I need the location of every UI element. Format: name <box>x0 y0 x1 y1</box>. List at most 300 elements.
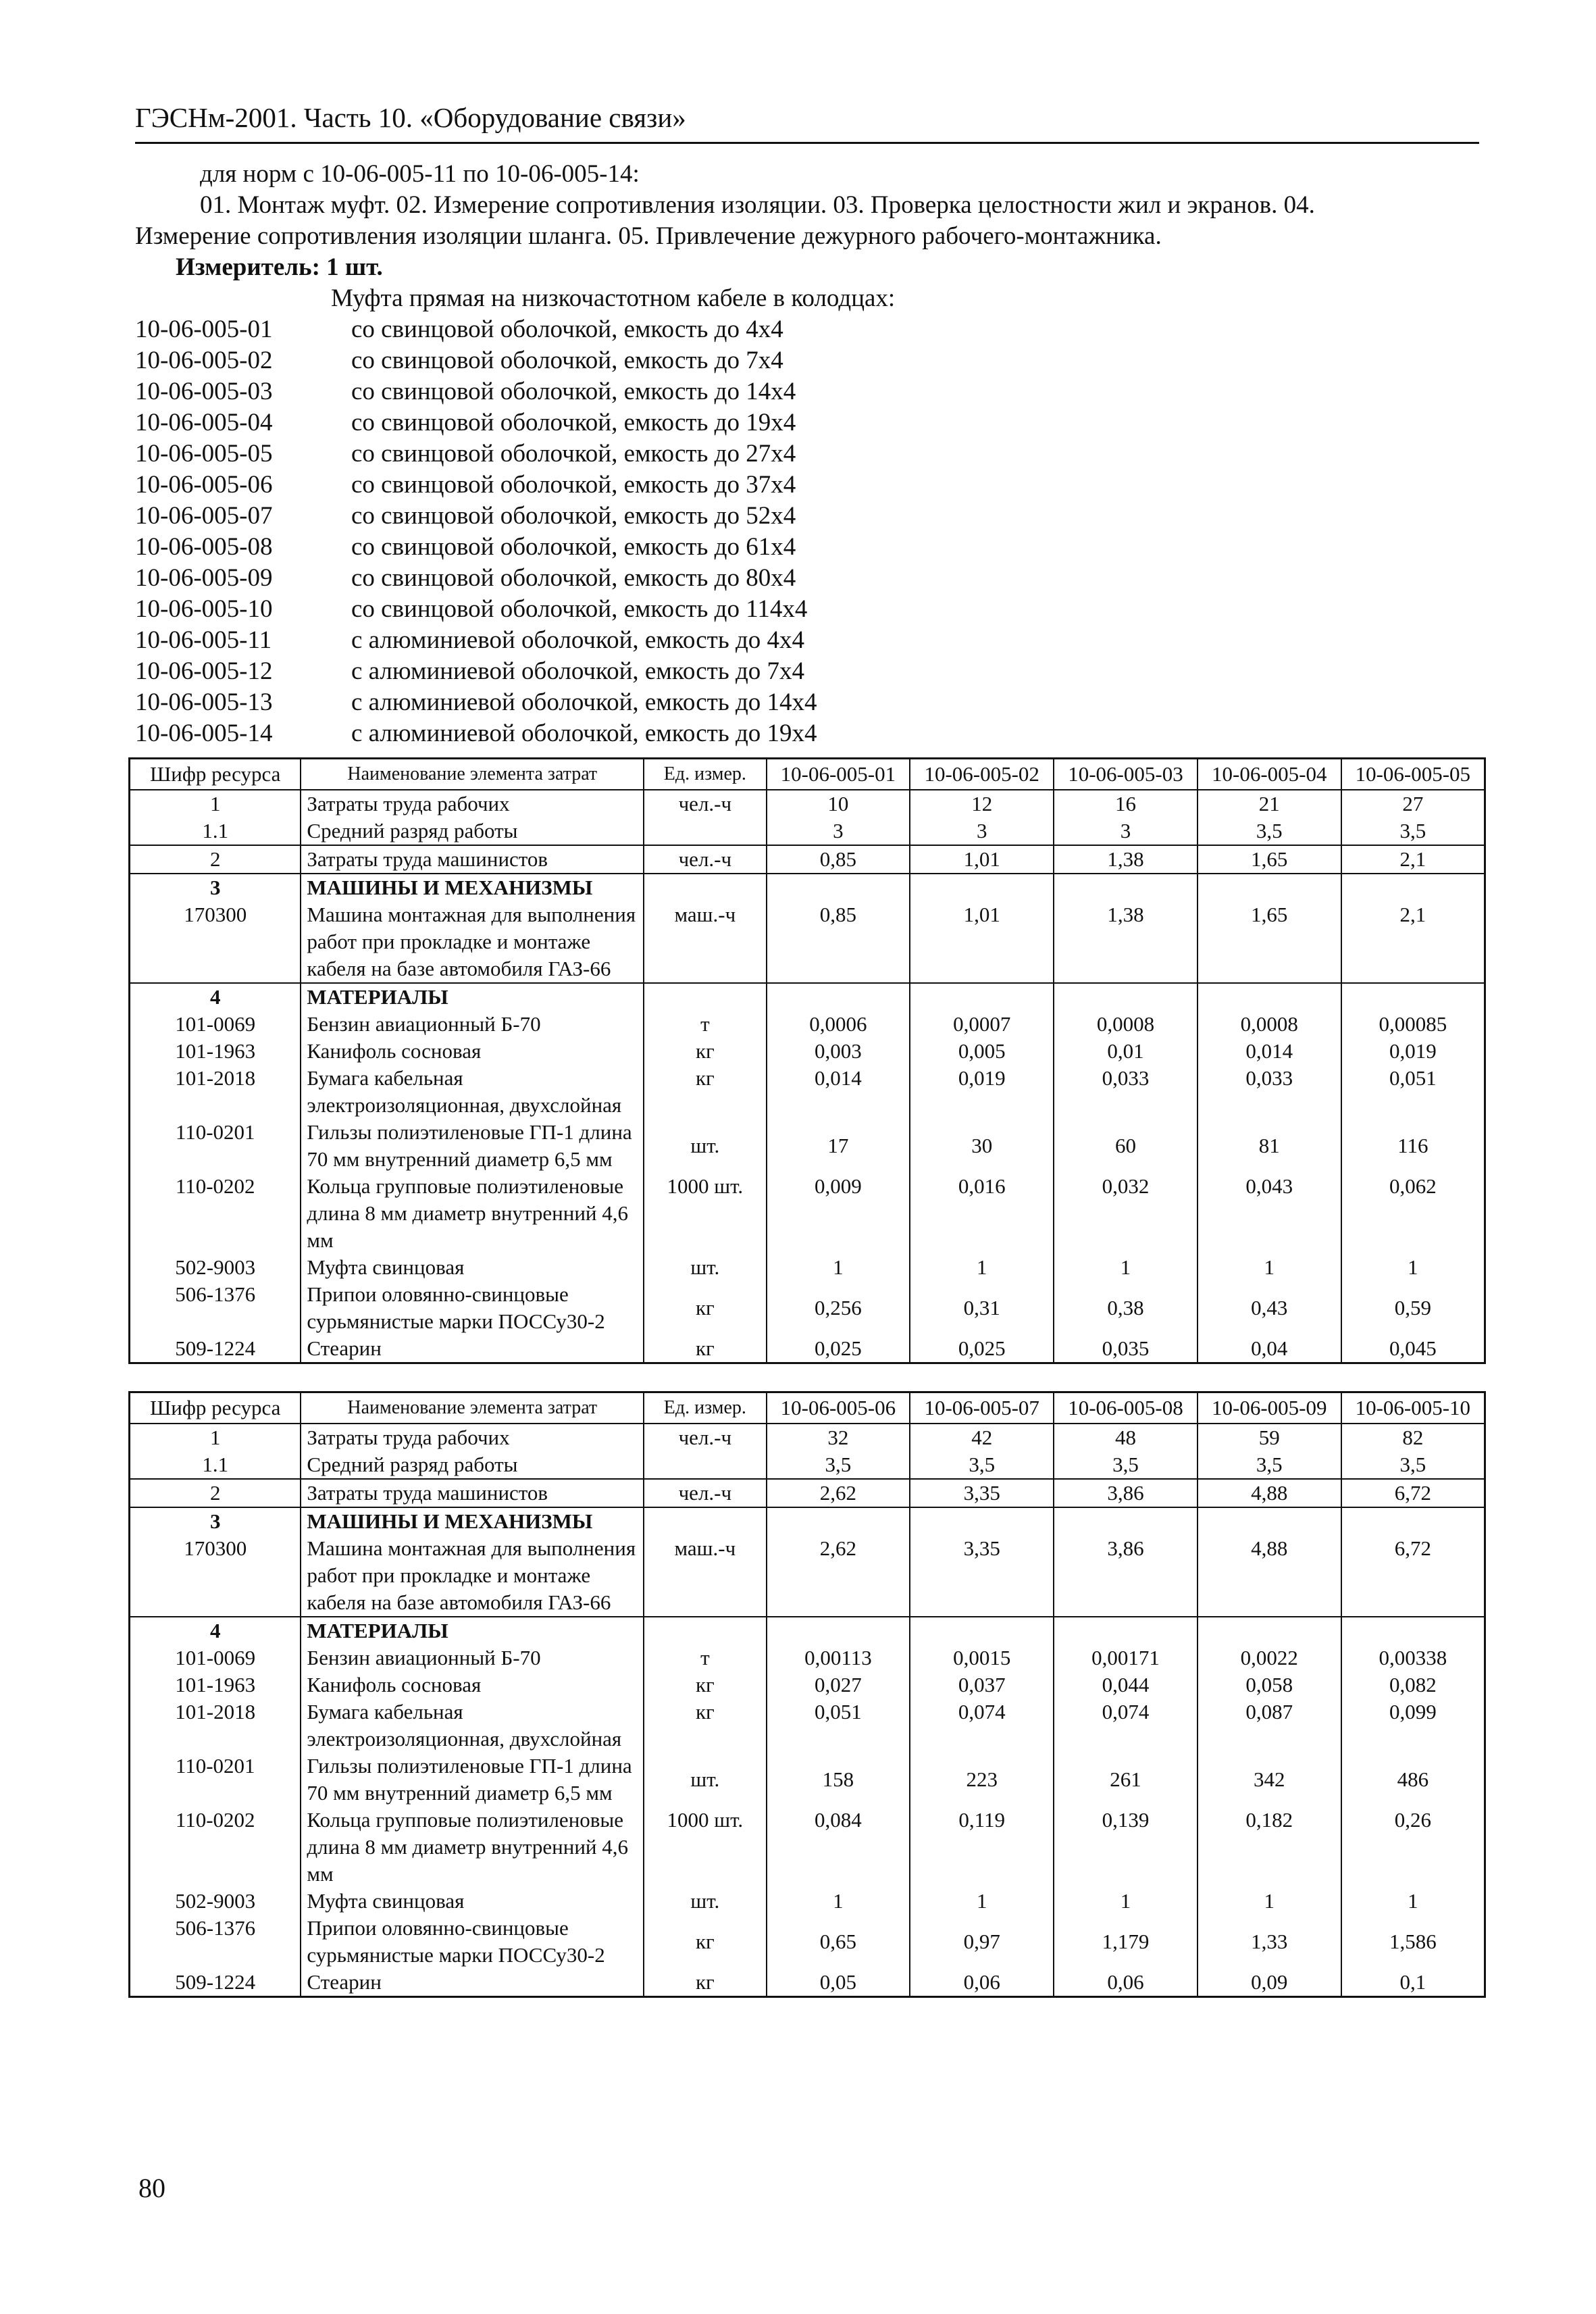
value-cell: 0,003 <box>767 1038 910 1065</box>
resource-code: 1.1 <box>130 818 301 845</box>
value-cell <box>1198 1617 1341 1644</box>
resource-code: 101-2018 <box>130 1065 301 1119</box>
value-cell: 158 <box>767 1753 910 1807</box>
value-cell: 116 <box>1341 1119 1485 1173</box>
value-cell <box>1054 1617 1198 1644</box>
table-row <box>130 1119 1485 1173</box>
value-cell: 6,72 <box>1341 1479 1485 1507</box>
element-name: Кольца групповые полиэтиленовые длина 8 мм диаметр внутренний 4,6 мм <box>301 1807 644 1888</box>
unit: кг <box>644 1335 766 1363</box>
norm-code-row <box>135 687 1479 718</box>
value-cell: 0,09 <box>1198 1969 1341 1997</box>
value-cell: 3,5 <box>910 1451 1054 1479</box>
element-name: Машина монтажная для выполнения работ при прокладке и монтаже кабеля на базе автомобиля ГАЗ-66 <box>301 1535 644 1617</box>
resource-code: 1.1 <box>130 1451 301 1479</box>
unit: шт. <box>644 1888 766 1915</box>
norm-code-row <box>135 345 1479 376</box>
value-cell: 1,38 <box>1054 901 1198 983</box>
resource-code: 3 <box>130 874 301 901</box>
norm-code-row <box>135 656 1479 687</box>
resource-code: 4 <box>130 983 301 1011</box>
value-cell: 0,0006 <box>767 1011 910 1038</box>
value-cell: 3,5 <box>1198 1451 1341 1479</box>
unit: 1000 шт. <box>644 1807 766 1888</box>
element-name: Канифоль сосновая <box>301 1038 644 1065</box>
norm-code: 10-06-005-09 <box>135 564 273 592</box>
table-row <box>130 874 1485 901</box>
value-cell: 0,025 <box>910 1335 1054 1363</box>
element-name: Стеарин <box>301 1335 644 1363</box>
unit <box>644 1451 766 1479</box>
element-name: Затраты труда рабочих <box>301 790 644 818</box>
norm-description: с алюминиевой оболочкой, емкость до 14х4 <box>351 688 817 716</box>
value-cell: 10 <box>767 790 910 818</box>
resource-code: 101-0069 <box>130 1644 301 1671</box>
unit <box>644 1507 766 1535</box>
page-number: 80 <box>138 2173 165 2203</box>
norm-description: со свинцовой оболочкой, емкость до 19х4 <box>351 409 796 436</box>
value-cell: 3,5 <box>1341 1451 1485 1479</box>
resource-code: 110-0202 <box>130 1807 301 1888</box>
norm-code-row <box>135 470 1479 501</box>
value-cell: 0,019 <box>1341 1038 1485 1065</box>
value-cell <box>767 983 910 1011</box>
norm-code-row <box>135 563 1479 594</box>
value-cell <box>767 1617 910 1644</box>
value-cell: 0,00338 <box>1341 1644 1485 1671</box>
unit: кг <box>644 1065 766 1119</box>
element-name: Муфта свинцовая <box>301 1888 644 1915</box>
header-resource-code: Шифр ресурса <box>130 1392 301 1424</box>
value-cell <box>767 874 910 901</box>
value-cell: 1 <box>1054 1888 1198 1915</box>
resource-code: 101-2018 <box>130 1699 301 1753</box>
resource-code: 509-1224 <box>130 1969 301 1997</box>
norm-code-row <box>135 532 1479 563</box>
norm-code: 10-06-005-14 <box>135 720 273 747</box>
header-element-name: Наименование элемента затрат <box>301 1392 644 1424</box>
value-cell: 1,586 <box>1341 1915 1485 1969</box>
value-cell: 27 <box>1341 790 1485 818</box>
header-norm-code: 10-06-005-09 <box>1198 1392 1341 1424</box>
value-cell: 0,31 <box>910 1281 1054 1335</box>
unit: маш.-ч <box>644 901 766 983</box>
value-cell: 0,051 <box>1341 1065 1485 1119</box>
value-cell: 32 <box>767 1424 910 1451</box>
header-norm-code: 10-06-005-10 <box>1341 1392 1485 1424</box>
element-name: Бумага кабельная электроизоляционная, двухслойная <box>301 1699 644 1753</box>
norm-code: 10-06-005-01 <box>135 316 273 343</box>
unit: т <box>644 1011 766 1038</box>
norm-description: со свинцовой оболочкой, емкость до 4х4 <box>351 316 783 343</box>
element-name: Бензин авиационный Б-70 <box>301 1011 644 1038</box>
norm-description: с алюминиевой оболочкой, емкость до 7х4 <box>351 657 805 685</box>
unit: шт. <box>644 1753 766 1807</box>
resource-code: 101-1963 <box>130 1038 301 1065</box>
value-cell: 0,087 <box>1198 1699 1341 1753</box>
value-cell <box>1054 983 1198 1011</box>
resource-code: 506-1376 <box>130 1915 301 1969</box>
header-unit: Ед. измер. <box>644 1392 766 1424</box>
norm-description: со свинцовой оболочкой, емкость до 61х4 <box>351 533 796 561</box>
resource-code: 1 <box>130 1424 301 1451</box>
value-cell: 0,009 <box>767 1173 910 1254</box>
element-name: Кольца групповые полиэтиленовые длина 8 мм диаметр внутренний 4,6 мм <box>301 1173 644 1254</box>
value-cell: 0,082 <box>1341 1671 1485 1699</box>
element-name: Средний разряд работы <box>301 1451 644 1479</box>
value-cell: 0,26 <box>1341 1807 1485 1888</box>
norm-description: со свинцовой оболочкой, емкость до 114х4 <box>351 595 808 623</box>
header-resource-code: Шифр ресурса <box>130 759 301 790</box>
table-row <box>130 1535 1485 1617</box>
value-cell: 0,074 <box>1054 1699 1198 1753</box>
header-norm-code: 10-06-005-01 <box>767 759 910 790</box>
value-cell: 2,1 <box>1341 845 1485 874</box>
value-cell: 0,016 <box>910 1173 1054 1254</box>
header-norm-code: 10-06-005-06 <box>767 1392 910 1424</box>
element-name: МАТЕРИАЛЫ <box>301 983 644 1011</box>
value-cell: 30 <box>910 1119 1054 1173</box>
unit: чел.-ч <box>644 790 766 818</box>
table-row <box>130 1699 1485 1753</box>
table-row <box>130 1173 1485 1254</box>
resource-code: 502-9003 <box>130 1254 301 1281</box>
norm-code-row <box>135 407 1479 438</box>
value-cell: 486 <box>1341 1753 1485 1807</box>
norm-code: 10-06-005-05 <box>135 440 273 468</box>
table-row <box>130 1479 1485 1507</box>
value-cell: 0,058 <box>1198 1671 1341 1699</box>
norm-description: с алюминиевой оболочкой, емкость до 4х4 <box>351 626 805 654</box>
value-cell: 1 <box>910 1888 1054 1915</box>
unit <box>644 1617 766 1644</box>
value-cell: 0,074 <box>910 1699 1054 1753</box>
value-cell: 16 <box>1054 790 1198 818</box>
norm-code-row <box>135 501 1479 532</box>
unit: шт. <box>644 1254 766 1281</box>
value-cell <box>1198 874 1341 901</box>
unit <box>644 983 766 1011</box>
norm-code: 10-06-005-03 <box>135 378 273 405</box>
table-row <box>130 1424 1485 1451</box>
value-cell: 0,014 <box>767 1065 910 1119</box>
resource-code: 506-1376 <box>130 1281 301 1335</box>
value-cell: 60 <box>1054 1119 1198 1173</box>
resource-code: 110-0201 <box>130 1119 301 1173</box>
table-row <box>130 1644 1485 1671</box>
value-cell: 1 <box>767 1888 910 1915</box>
value-cell: 0,00113 <box>767 1644 910 1671</box>
resource-code: 2 <box>130 845 301 874</box>
value-cell: 342 <box>1198 1753 1341 1807</box>
table-row <box>130 1038 1485 1065</box>
resource-code: 170300 <box>130 1535 301 1617</box>
value-cell: 0,59 <box>1341 1281 1485 1335</box>
resource-code: 110-0202 <box>130 1173 301 1254</box>
element-name: Затраты труда машинистов <box>301 845 644 874</box>
resource-code: 3 <box>130 1507 301 1535</box>
value-cell: 1,38 <box>1054 845 1198 874</box>
resource-code: 1 <box>130 790 301 818</box>
resource-code: 4 <box>130 1617 301 1644</box>
table-row <box>130 1507 1485 1535</box>
table-row <box>130 790 1485 818</box>
header-norm-code: 10-06-005-03 <box>1054 759 1198 790</box>
value-cell: 0,027 <box>767 1671 910 1699</box>
value-cell: 0,0007 <box>910 1011 1054 1038</box>
table-row <box>130 1451 1485 1479</box>
value-cell: 0,06 <box>1054 1969 1198 1997</box>
tables-container <box>135 749 1479 1998</box>
value-cell: 3,5 <box>1341 818 1485 845</box>
norm-description: со свинцовой оболочкой, емкость до 7х4 <box>351 347 783 374</box>
value-cell: 0,65 <box>767 1915 910 1969</box>
norm-code-row <box>135 314 1479 345</box>
norm-code: 10-06-005-13 <box>135 688 273 716</box>
value-cell: 0,119 <box>910 1807 1054 1888</box>
value-cell: 82 <box>1341 1424 1485 1451</box>
value-cell: 2,62 <box>767 1479 910 1507</box>
norm-code: 10-06-005-11 <box>135 626 272 654</box>
value-cell: 223 <box>910 1753 1054 1807</box>
value-cell <box>910 983 1054 1011</box>
value-cell <box>1341 874 1485 901</box>
unit: шт. <box>644 1119 766 1173</box>
measure-unit: Измеритель: 1 шт. <box>176 253 383 281</box>
intro-line-3: Измерение сопротивления изоляции шланга. 05. Привлечение дежурного рабочего-монтажника. <box>135 222 1162 250</box>
value-cell: 1,179 <box>1054 1915 1198 1969</box>
table-row <box>130 1888 1485 1915</box>
value-cell <box>910 874 1054 901</box>
value-cell: 0,85 <box>767 845 910 874</box>
value-cell: 1 <box>1054 1254 1198 1281</box>
intro-line-1: для норм с 10-06-005-11 по 10-06-005-14: <box>200 160 640 188</box>
value-cell: 0,099 <box>1341 1699 1485 1753</box>
value-cell: 0,00085 <box>1341 1011 1485 1038</box>
resource-table <box>128 757 1486 1364</box>
element-name: Бензин авиационный Б-70 <box>301 1644 644 1671</box>
value-cell: 261 <box>1054 1753 1198 1807</box>
value-cell: 0,182 <box>1198 1807 1341 1888</box>
value-cell: 1 <box>1341 1254 1485 1281</box>
value-cell: 0,033 <box>1054 1065 1198 1119</box>
element-name: МАШИНЫ И МЕХАНИЗМЫ <box>301 874 644 901</box>
resource-code: 502-9003 <box>130 1888 301 1915</box>
value-cell: 0,0008 <box>1198 1011 1341 1038</box>
value-cell: 0,033 <box>1198 1065 1341 1119</box>
value-cell: 0,04 <box>1198 1335 1341 1363</box>
value-cell: 0,019 <box>910 1065 1054 1119</box>
resource-code: 509-1224 <box>130 1335 301 1363</box>
norm-code-row <box>135 376 1479 407</box>
header-norm-code: 10-06-005-04 <box>1198 759 1341 790</box>
element-name: Канифоль сосновая <box>301 1671 644 1699</box>
element-name: Муфта свинцовая <box>301 1254 644 1281</box>
value-cell: 21 <box>1198 790 1341 818</box>
norm-code-row <box>135 438 1479 470</box>
value-cell: 0,084 <box>767 1807 910 1888</box>
value-cell: 3,5 <box>1054 1451 1198 1479</box>
norm-description: со свинцовой оболочкой, емкость до 14х4 <box>351 378 796 405</box>
unit: чел.-ч <box>644 845 766 874</box>
unit <box>644 874 766 901</box>
value-cell: 1,01 <box>910 901 1054 983</box>
table-row <box>130 901 1485 983</box>
value-cell <box>1054 1507 1198 1535</box>
value-cell: 59 <box>1198 1424 1341 1451</box>
value-cell: 3,35 <box>910 1479 1054 1507</box>
header-unit: Ед. измер. <box>644 759 766 790</box>
element-name: МАШИНЫ И МЕХАНИЗМЫ <box>301 1507 644 1535</box>
document-page <box>135 101 1479 1998</box>
value-cell <box>767 1507 910 1535</box>
value-cell: 1,65 <box>1198 845 1341 874</box>
element-name: Затраты труда рабочих <box>301 1424 644 1451</box>
norm-code-row <box>135 594 1479 625</box>
unit: кг <box>644 1969 766 1997</box>
table-row <box>130 1807 1485 1888</box>
table-row <box>130 1753 1485 1807</box>
value-cell: 0,035 <box>1054 1335 1198 1363</box>
value-cell: 3 <box>910 818 1054 845</box>
value-cell: 0,38 <box>1054 1281 1198 1335</box>
value-cell: 0,256 <box>767 1281 910 1335</box>
value-cell: 2,62 <box>767 1535 910 1617</box>
value-cell: 81 <box>1198 1119 1341 1173</box>
table-row <box>130 1065 1485 1119</box>
value-cell: 3,5 <box>1198 818 1341 845</box>
value-cell: 0,0008 <box>1054 1011 1198 1038</box>
norm-code: 10-06-005-06 <box>135 471 273 499</box>
table-row <box>130 1335 1485 1363</box>
value-cell: 3,86 <box>1054 1535 1198 1617</box>
value-cell: 42 <box>910 1424 1054 1451</box>
value-cell: 3,86 <box>1054 1479 1198 1507</box>
unit: кг <box>644 1699 766 1753</box>
value-cell: 0,01 <box>1054 1038 1198 1065</box>
norm-code-row <box>135 718 1479 749</box>
norm-code: 10-06-005-12 <box>135 657 273 685</box>
value-cell: 1,01 <box>910 845 1054 874</box>
value-cell: 3,35 <box>910 1535 1054 1617</box>
unit: кг <box>644 1038 766 1065</box>
norm-code: 10-06-005-07 <box>135 502 273 530</box>
value-cell: 0,005 <box>910 1038 1054 1065</box>
unit <box>644 818 766 845</box>
value-cell: 3 <box>1054 818 1198 845</box>
norm-code: 10-06-005-10 <box>135 595 273 623</box>
value-cell: 0,139 <box>1054 1807 1198 1888</box>
norm-code-list <box>135 314 1479 749</box>
value-cell: 0,025 <box>767 1335 910 1363</box>
table-row <box>130 1617 1485 1644</box>
unit: маш.-ч <box>644 1535 766 1617</box>
table-row <box>130 1281 1485 1335</box>
value-cell: 6,72 <box>1341 1535 1485 1617</box>
table-row <box>130 1915 1485 1969</box>
table-row <box>130 845 1485 874</box>
norm-description: со свинцовой оболочкой, емкость до 37х4 <box>351 471 796 499</box>
value-cell: 0,43 <box>1198 1281 1341 1335</box>
value-cell: 12 <box>910 790 1054 818</box>
table-row <box>130 818 1485 845</box>
value-cell <box>910 1617 1054 1644</box>
value-cell <box>910 1507 1054 1535</box>
norms-caption: Муфта прямая на низкочастотном кабеле в колодцах: <box>331 284 896 312</box>
running-header: ГЭСНм-2001. Часть 10. «Оборудование связи» <box>135 101 1479 144</box>
header-norm-code: 10-06-005-05 <box>1341 759 1485 790</box>
unit: кг <box>644 1281 766 1335</box>
unit: чел.-ч <box>644 1424 766 1451</box>
value-cell: 0,062 <box>1341 1173 1485 1254</box>
value-cell <box>1341 1507 1485 1535</box>
element-name: Гильзы полиэтиленовые ГП-1 длина 70 мм внутренний диаметр 6,5 мм <box>301 1753 644 1807</box>
value-cell: 0,85 <box>767 901 910 983</box>
unit: кг <box>644 1671 766 1699</box>
element-name: Средний разряд работы <box>301 818 644 845</box>
table-row <box>130 1011 1485 1038</box>
value-cell: 3 <box>767 818 910 845</box>
table-row <box>130 1969 1485 1997</box>
element-name: Машина монтажная для выполнения работ при прокладке и монтаже кабеля на базе автомобиля ГАЗ-66 <box>301 901 644 983</box>
resource-code: 170300 <box>130 901 301 983</box>
value-cell: 0,045 <box>1341 1335 1485 1363</box>
norm-description: с алюминиевой оболочкой, емкость до 19х4 <box>351 720 817 747</box>
norm-description: со свинцовой оболочкой, емкость до 27х4 <box>351 440 796 468</box>
value-cell: 0,032 <box>1054 1173 1198 1254</box>
value-cell: 4,88 <box>1198 1479 1341 1507</box>
value-cell <box>1341 1617 1485 1644</box>
unit: 1000 шт. <box>644 1173 766 1254</box>
value-cell: 0,1 <box>1341 1969 1485 1997</box>
value-cell: 1 <box>1198 1254 1341 1281</box>
value-cell: 4,88 <box>1198 1535 1341 1617</box>
unit: т <box>644 1644 766 1671</box>
table-row <box>130 1254 1485 1281</box>
value-cell <box>1198 983 1341 1011</box>
norm-description: со свинцовой оболочкой, емкость до 80х4 <box>351 564 796 592</box>
norm-code: 10-06-005-02 <box>135 347 273 374</box>
unit: чел.-ч <box>644 1479 766 1507</box>
value-cell: 17 <box>767 1119 910 1173</box>
value-cell: 48 <box>1054 1424 1198 1451</box>
element-name: Припои оловянно-свинцовые сурьмянистые марки ПОССу30-2 <box>301 1915 644 1969</box>
element-name: Гильзы полиэтиленовые ГП-1 длина 70 мм внутренний диаметр 6,5 мм <box>301 1119 644 1173</box>
element-name: Стеарин <box>301 1969 644 1997</box>
value-cell: 0,97 <box>910 1915 1054 1969</box>
value-cell: 1 <box>1341 1888 1485 1915</box>
value-cell: 1 <box>910 1254 1054 1281</box>
resource-code: 110-0201 <box>130 1753 301 1807</box>
value-cell: 1,33 <box>1198 1915 1341 1969</box>
table-row <box>130 983 1485 1011</box>
value-cell: 1 <box>1198 1888 1341 1915</box>
resource-code: 2 <box>130 1479 301 1507</box>
element-name: Бумага кабельная электроизоляционная, двухслойная <box>301 1065 644 1119</box>
table-row <box>130 1671 1485 1699</box>
value-cell <box>1198 1507 1341 1535</box>
value-cell: 0,043 <box>1198 1173 1341 1254</box>
unit: кг <box>644 1915 766 1969</box>
intro-line-2: 01. Монтаж муфт. 02. Измерение сопротивления изоляции. 03. Проверка целостности жил и экранов. 04. <box>200 191 1315 219</box>
value-cell: 1,65 <box>1198 901 1341 983</box>
value-cell: 0,0022 <box>1198 1644 1341 1671</box>
resource-code: 101-1963 <box>130 1671 301 1699</box>
element-name: МАТЕРИАЛЫ <box>301 1617 644 1644</box>
value-cell: 0,051 <box>767 1699 910 1753</box>
value-cell: 0,00171 <box>1054 1644 1198 1671</box>
value-cell: 0,06 <box>910 1969 1054 1997</box>
